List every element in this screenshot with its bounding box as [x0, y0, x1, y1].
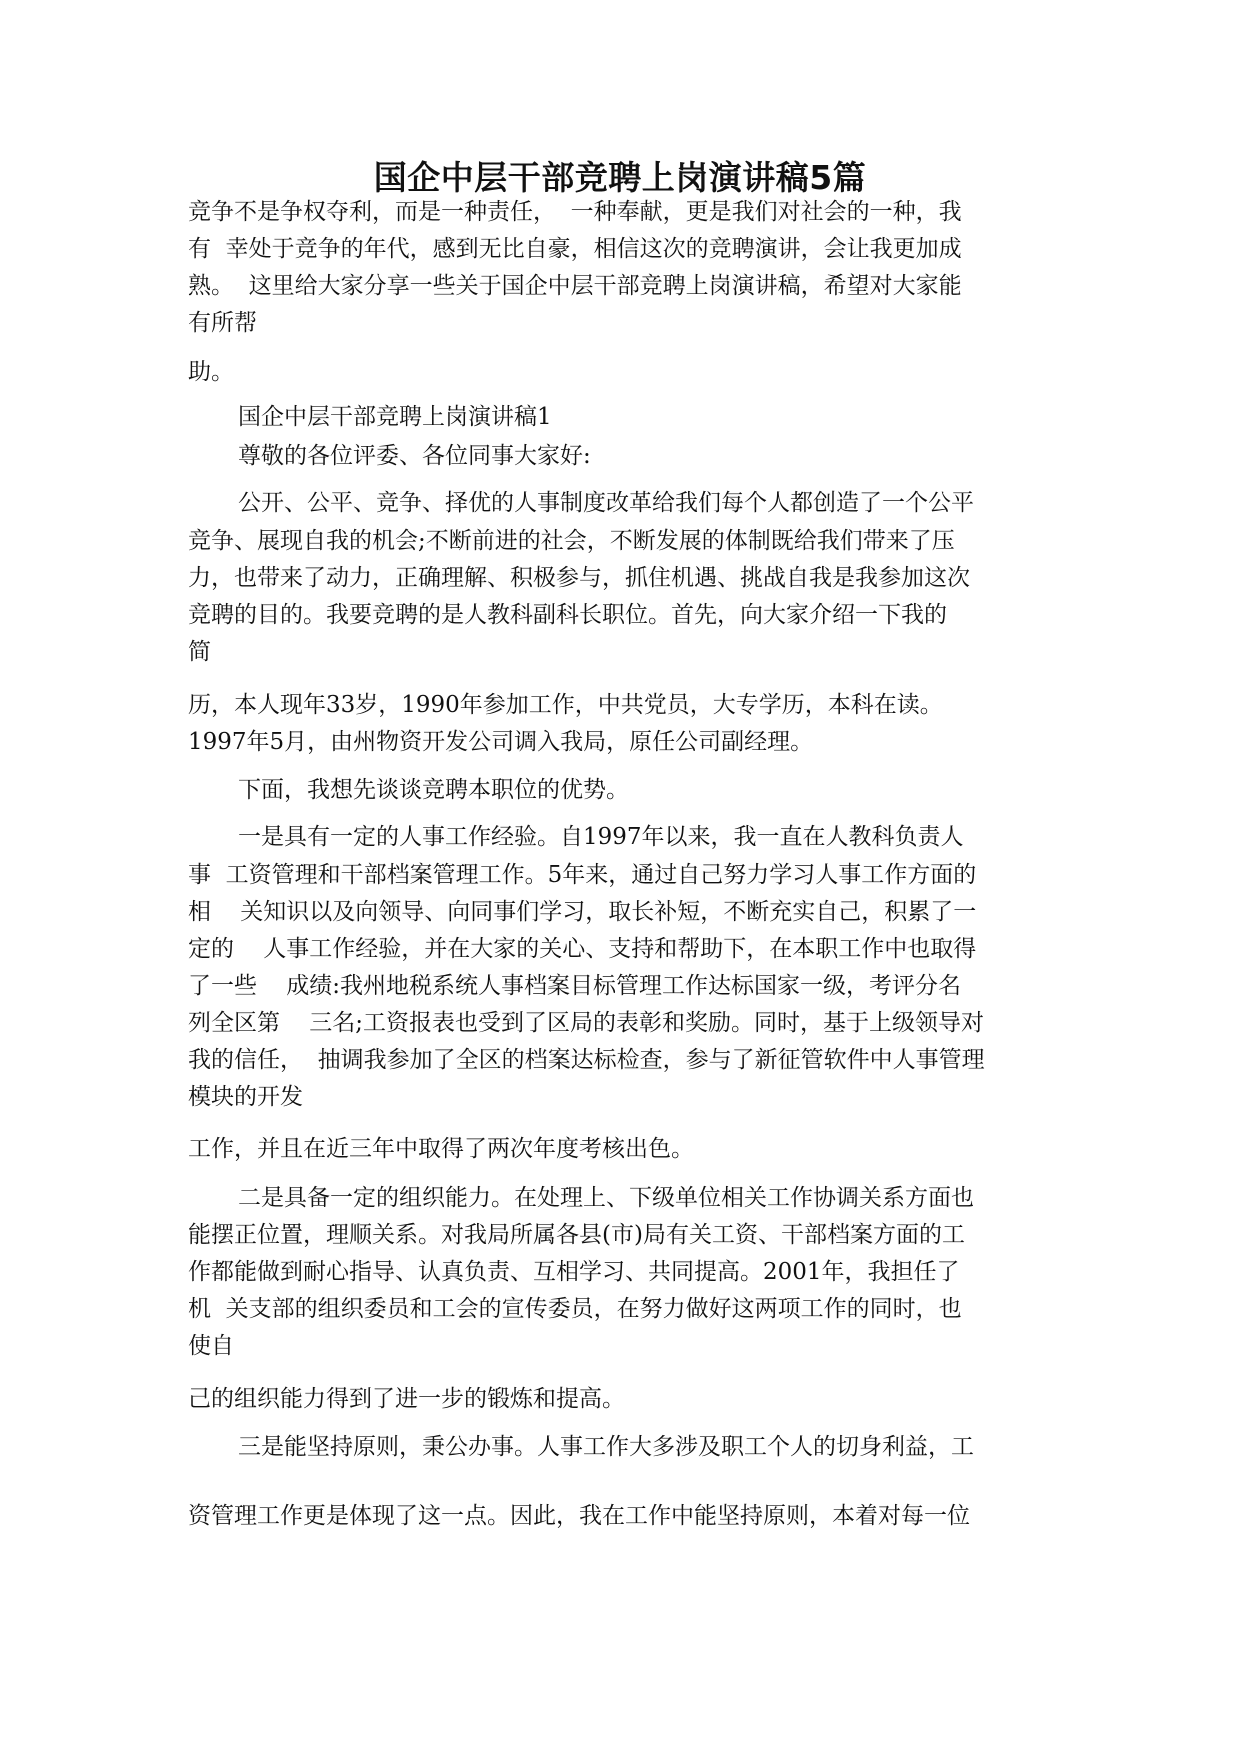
paragraph-line: 资管理工作更是体现了这一点。因此，我在工作中能坚持原则，本着对每一位 [188, 1503, 970, 1529]
paragraph-line: 工作，并且在近三年中取得了两次年度考核出色。 [188, 1136, 694, 1162]
paragraph-line: 事 工资管理和干部档案管理工作。5年来，通过自己努力学习人事工作方面的 [188, 862, 977, 888]
paragraph-line: 下面，我想先谈谈竞聘本职位的优势。 [238, 777, 629, 803]
salutation: 尊敬的各位评委、各位同事大家好: [238, 443, 591, 469]
paragraph-line: 力，也带来了动力，正确理解、积极参与，抓住机遇、挑战自我是我参加这次 [188, 565, 970, 591]
paragraph-line: 二是具备一定的组织能力。在处理上、下级单位相关工作协调关系方面也 [238, 1185, 974, 1211]
paragraph-line: 历，本人现年33岁，1990年参加工作，中共党员，大专学历，本科在读。 [188, 692, 943, 718]
paragraph-line: 作都能做到耐心指导、认真负责、互相学习、共同提高。2001年，我担任了 [188, 1259, 960, 1285]
paragraph-line: 1997年5月，由州物资开发公司调入我局，原任公司副经理。 [188, 729, 814, 755]
paragraph-line: 定的 人事工作经验，并在大家的关心、支持和帮助下，在本职工作中也取得 [188, 936, 977, 962]
intro-line-2: 有 幸处于竞争的年代，感到无比自豪，相信这次的竞聘演讲，会让我更加成 [188, 236, 962, 262]
paragraph-line: 公开、公平、竞争、择优的人事制度改革给我们每个人都创造了一个公平 [238, 490, 974, 516]
paragraph-line: 简 [188, 639, 211, 665]
paragraph-line: 相 关知识以及向领导、向同事们学习，取长补短，不断充实自己，积累了一 [188, 899, 977, 925]
paragraph-line: 竞争、展现自我的机会;不断前进的社会，不断发展的体制既给我们带来了压 [188, 528, 955, 554]
intro-line-5: 助。 [188, 359, 234, 385]
paragraph-line: 模块的开发 [188, 1084, 303, 1110]
speech-heading: 国企中层干部竞聘上岗演讲稿1 [238, 404, 552, 430]
intro-line-1: 竞争不是争权夺利，而是一种责任， 一种奉献，更是我们对社会的一种，我 [188, 199, 962, 225]
paragraph-line: 竞聘的目的。我要竞聘的是人教科副科长职位。首先，向大家介绍一下我的 [188, 602, 947, 628]
paragraph-line: 了一些 成绩:我州地税系统人事档案目标管理工作达标国家一级，考评分名 [188, 973, 961, 999]
intro-line-4: 有所帮 [188, 310, 257, 336]
paragraph-line: 一是具有一定的人事工作经验。自1997年以来，我一直在人教科负责人 [238, 824, 964, 850]
paragraph-line: 我的信任， 抽调我参加了全区的档案达标检查，参与了新征管软件中人事管理 [188, 1047, 985, 1073]
paragraph-line: 己的组织能力得到了进一步的锻炼和提高。 [188, 1386, 625, 1412]
paragraph-line: 列全区第 三名;工资报表也受到了区局的表彰和奖励。同时，基于上级领导对 [188, 1010, 984, 1036]
paragraph-line: 机 关支部的组织委员和工会的宣传委员，在努力做好这两项工作的同时，也 [188, 1296, 962, 1322]
document-title: 国企中层干部竞聘上岗演讲稿5篇 [373, 158, 867, 197]
paragraph-line: 使自 [188, 1333, 234, 1359]
paragraph-line: 三是能坚持原则，秉公办事。人事工作大多涉及职工个人的切身利益，工 [238, 1434, 974, 1460]
intro-line-3: 熟。 这里给大家分享一些关于国企中层干部竞聘上岗演讲稿，希望对大家能 [188, 273, 962, 299]
paragraph-line: 能摆正位置，理顺关系。对我局所属各县(市)局有关工资、干部档案方面的工 [188, 1222, 965, 1248]
